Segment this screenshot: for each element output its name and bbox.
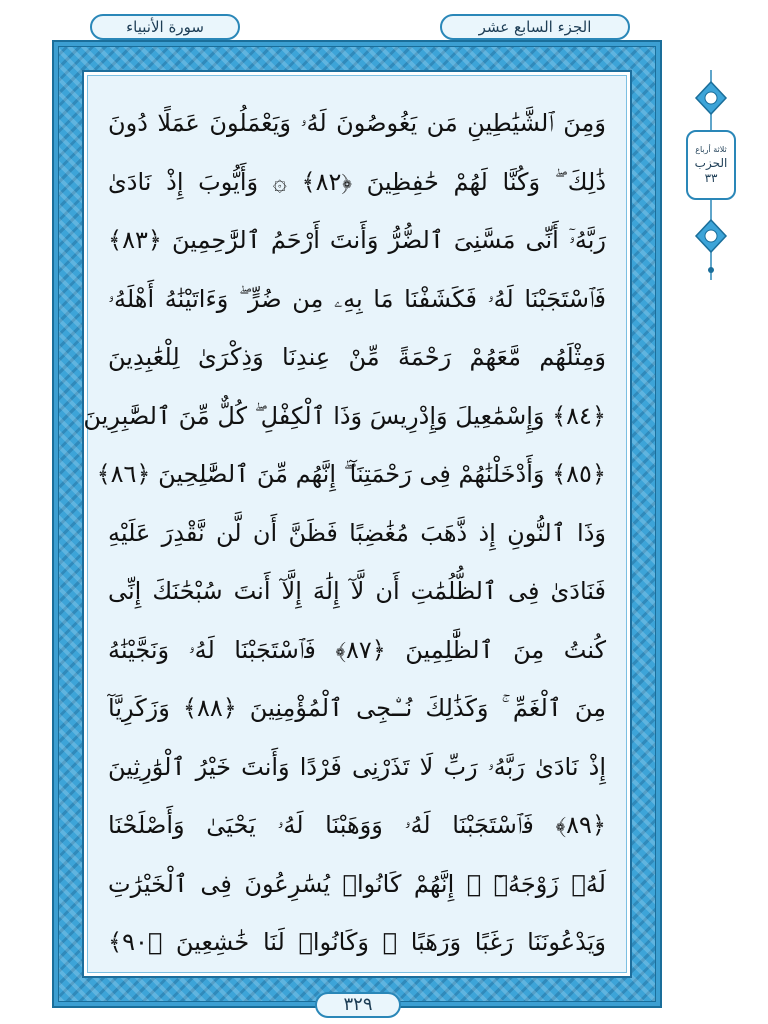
verse-line: فَنَادَىٰ فِى ٱلظُّلُمَٰتِ أَن لَّآ إِلَٰهَ إِلَّآ أَنتَ سُبْحَٰنَكَ إِنِّى bbox=[108, 577, 606, 605]
page-frame bbox=[52, 40, 662, 1008]
verse-text-area bbox=[83, 75, 627, 973]
juz-label: الجزء السابع عشر bbox=[478, 18, 592, 36]
surah-header bbox=[90, 14, 240, 40]
verse-line: وَذَا ٱلنُّونِ إِذ ذَّهَبَ مُغَٰضِبًا فَظَنَّ أَن لَّن نَّقْدِرَ عَلَيْهِ bbox=[108, 518, 606, 547]
juz-header bbox=[440, 14, 630, 40]
verse-line: كُنتُ مِنَ ٱلظَّٰلِمِينَ ﴿٨٧﴾ فَٱسْتَجَبْنَا لَهُۥ وَنَجَّيْنَٰهُ bbox=[108, 635, 606, 664]
verse-line: مِنَ ٱلْغَمِّ ۚ وَكَذَٰلِكَ نُـۨجِى ٱلْمُؤْمِنِينَ ﴿٨٨﴾ وَزَكَرِيَّآ bbox=[108, 694, 607, 722]
hizb-marker bbox=[686, 130, 736, 200]
verse-line: ﴿٨٤﴾ وَإِسْمَٰعِيلَ وَإِدْرِيسَ وَذَا ٱلْكِفْلِ ۖ كُلٌّ مِّنَ ٱلصَّٰبِرِينَ bbox=[83, 401, 606, 430]
verse-line: ذَٰلِكَ ۖ وَكُنَّا لَهُمْ حَٰفِظِينَ ﴿٨٢﴾ ۞ وَأَيُّوبَ إِذْ نَادَىٰ bbox=[108, 167, 607, 196]
page-number: ٣٢٩ bbox=[315, 992, 401, 1018]
verse-line: إِذْ نَادَىٰ رَبَّهُۥ رَبِّ لَا تَذَرْنِى فَرْدًا وَأَنتَ خَيْرُ ٱلْوَٰرِثِينَ bbox=[108, 752, 606, 781]
verse-line: وَمِثْلَهُم مَّعَهُمْ رَحْمَةً مِّنْ عِندِنَا وَذِكْرَىٰ لِلْعَٰبِدِينَ bbox=[108, 343, 606, 371]
hizb-label: الحزب bbox=[694, 156, 728, 170]
frame-inner-border bbox=[82, 70, 632, 978]
verse-line: ﴿٨٥﴾ وَأَدْخَلْنَٰهُمْ فِى رَحْمَتِنَآ ۖ إِنَّهُم مِّنَ ٱلصَّٰلِحِينَ ﴿٨٦﴾ bbox=[96, 460, 606, 488]
hizb-quarter-label: ثلاثة أرباع bbox=[695, 145, 727, 154]
verse-line: وَمِنَ ٱلشَّيَٰطِينِ مَن يَغُوصُونَ لَهُۥ وَيَعْمَلُونَ عَمَلًا دُونَ bbox=[108, 109, 606, 137]
verse-line: وَيَدْعُونَنَا رَغَبًا وَرَهَبًا ۖ وَكَانُوا۟ لَنَا خَٰشِعِينَ ﴿٩٠﴾ bbox=[108, 928, 606, 956]
verse-line: ﴿٨٩﴾ فَٱسْتَجَبْنَا لَهُۥ وَوَهَبْنَا لَهُۥ يَحْيَىٰ وَأَصْلَحْنَا bbox=[108, 811, 606, 839]
verse-line: رَبَّهُۥٓ أَنِّى مَسَّنِىَ ٱلضُّرُّ وَأَنتَ أَرْحَمُ ٱلرَّٰحِمِينَ ﴿٨٣﴾ bbox=[108, 226, 606, 254]
hizb-number: ٣٣ bbox=[704, 171, 718, 185]
surah-label: سورة الأنبياء bbox=[126, 18, 204, 36]
verse-line: لَهُۥ زَوْجَهُۥٓ ۚ إِنَّهُمْ كَانُوا۟ يُسَٰرِعُونَ فِى ٱلْخَيْرَٰتِ bbox=[108, 869, 606, 898]
verse-line: فَٱسْتَجَبْنَا لَهُۥ فَكَشَفْنَا مَا بِهِۦ مِن ضُرٍّ ۖ وَءَاتَيْنَٰهُ أَهْلَهُۥ bbox=[108, 284, 606, 313]
